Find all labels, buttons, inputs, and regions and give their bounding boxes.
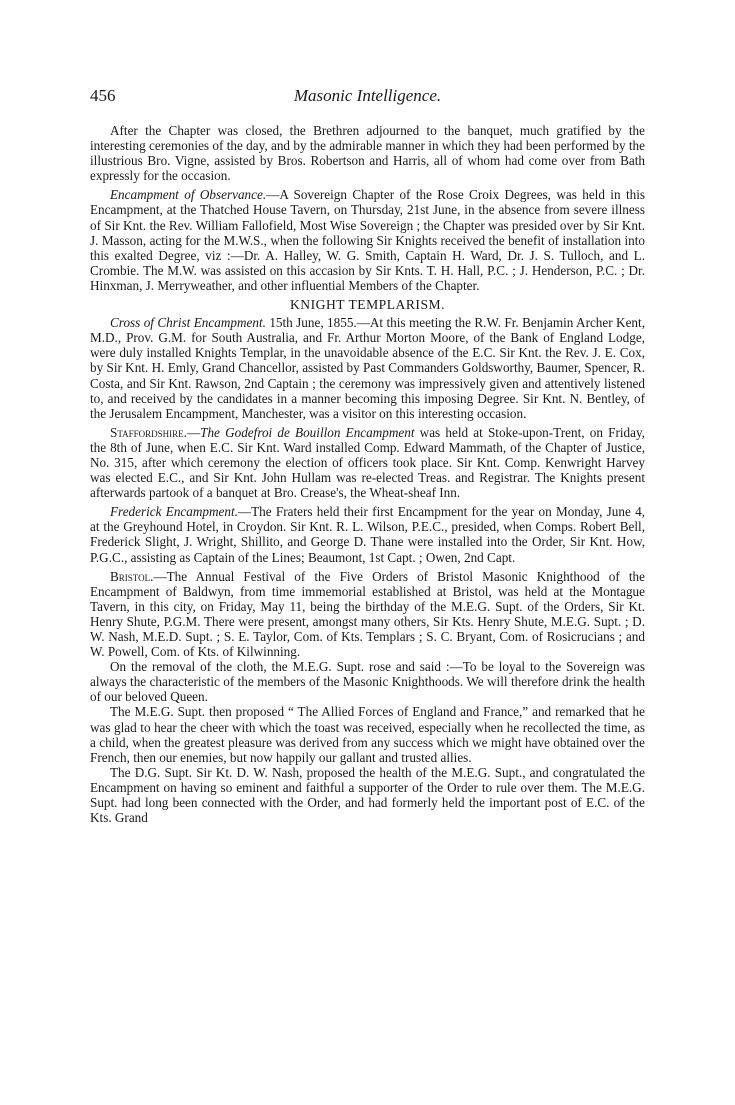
section-heading: KNIGHT TEMPLARISM. xyxy=(289,297,446,313)
paragraph-allied-forces-toast: The M.E.G. Supt. then proposed “ The Allied Forces of England and France,” and remarked that he was glad to hear the cheer with which the toast was received, especially when he recollected the time, as a child, when the greatest pleasure was derived from any success which we might have obtained over the French, then our enemies, but now happily our gallant and trusted allies. xyxy=(90,704,645,765)
paragraph-bristol xyxy=(90,569,645,660)
paragraph-staffordshire xyxy=(90,425,645,500)
section-lead: Frederick Encampment. xyxy=(110,504,238,520)
section-body: 15th June, 1855.—At this meeting the R.W. Fr. Benjamin Archer Kent, M.D., Prov. G.M. for South Australia, and Fr. Arthur Morton Moore, of the Bank of England Lodge, were duly installed Knights Templar, in the unavoidable absence of the E.C. Sir Knt. the Rev. J. E. Cox, by Sir Knt. H. Emly, Grand Chancellor, assisted by Past Commanders Goldsworthy, Baumer, Spencer, R. Costa, and Sir Knt. Rawson, 2nd Captain ; the ceremony was impressively given and attentively listened to, and received by the candidates in a manner becoming this imposing Degree. Sir Knt. N. Bentley, of the Jerusalem Encampment, Manchester, was a visitor on this interesting occasion. xyxy=(90,315,645,421)
paragraph-frederick-encampment xyxy=(90,504,645,564)
paragraph-loyal-toast: On the removal of the cloth, the M.E.G. Supt. rose and said :—To be loyal to the Sovereign was always the characteristic of the members of the Masonic Knighthoods. We will therefore drink the health of our beloved Queen. xyxy=(90,659,645,705)
place-name: Bristol. xyxy=(110,568,154,584)
running-title: Masonic Intelligence. xyxy=(293,86,442,105)
page-number: 456 xyxy=(90,86,116,105)
dash: — xyxy=(186,424,201,440)
section-body: —A Sovereign Chapter of the Rose Croix Degrees, was held in this Encampment, at the Thatched House Tavern, on Thursday, 21st June, in the absence from severe illness of Sir Knt. the Rev. William Fallofield, Most Wise Sovereign ; the Chapter was presided over by Sir Knt. J. Masson, acting for the M.W.S., when the following Sir Knights received the benefit of installation into this exalted Degree, viz :—Dr. A. Halley, W. G. Smith, Captain H. Ward, Dr. J. S. Tulloch, and L. Crombie. The M.W. was assisted on this accasion by Sir Knts. T. H. Hall, P.C. ; J. Henderson, P.C. ; Dr. Hinxman, J. Merryweather, and other influential Members of the Chapter. xyxy=(90,187,645,293)
section-lead: The Godefroi de Bouillon Encampment xyxy=(200,424,415,440)
section-body: —The Annual Festival of the Five Orders of Bristol Masonic Knighthood of the Encampment of Baldwyn, from time immemorial established at Bristol, was held at the Montague Tavern, in this city, on Friday, May 11, being the birthday of the M.E.G. Supt. of the Orders, Sir Kt. Henry Shute, P.G.M. There were present, amongst many others, Sir Kts. Henry Shute, M.E.G. Supt. ; D. W. Nash, M.E.D. Supt. ; S. E. Taylor, Com. of Kts. Templars ; S. C. Bryant, Com. of Rosicrucians ; and W. Powell, Com. of Kts. of Kilwinning. xyxy=(90,568,645,660)
place-name: Staffordshire. xyxy=(110,424,187,440)
section-body: —The Fraters held their first Encampment for the year on Monday, June 4, at the Greyhound Hotel, in Croydon. Sir Knt. R. L. Wilson, P.E.C., presided, when Comps. Robert Bell, Frederick Slight, J. Wright, Shillito, and George D. Thane were installed into the Order, Sir Knt. How, P.G.C., assisting as Captain of the Lines; Beaumont, 1st Capt. ; Owen, 2nd Capt. xyxy=(90,504,645,565)
page-header xyxy=(90,86,645,110)
article-body xyxy=(90,123,645,829)
paragraph-encampment-of-observance xyxy=(90,187,645,293)
paragraph-chapter-closing: After the Chapter was closed, the Brethren adjourned to the banquet, much gratified by the interesting ceremonies of the day, and by the admirable manner in which they had been performed by the illustrious Bro. Vigne, assisted by Bros. Robertson and Harris, all of whom had come over from Bath expressly for the occasion. xyxy=(90,123,645,184)
paragraph-dg-supt-toast: The D.G. Supt. Sir Kt. D. W. Nash, proposed the health of the M.E.G. Supt., and congratulated the Encampment on having so eminent and faithful a supporter of the Order to rule over them. The M.E.G. Supt. had long been connected with the Order, and had formerly held the important post of E.C. of the Kts. Grand xyxy=(90,764,645,826)
section-body: was held at Stoke-upon-Trent, on Friday, the 8th of June, when E.C. Sir Knt. Ward installed Comp. Edward Mammath, of the Chapter of Justice, No. 315, after which ceremony the election of officers took place. Sir Knt. Comp. Kenwright Harvey was elected E.C., and Sir Knt. John Hullam was re-elected Treas. and Registrar. The Knights present afterwards partook of a banquet at Bro. Crease's, the Wheat-sheaf Inn. xyxy=(90,424,645,501)
section-lead: Cross of Christ Encampment. xyxy=(110,315,266,331)
section-lead: Encampment of Observance. xyxy=(110,187,267,203)
paragraph-cross-of-christ xyxy=(90,315,645,421)
